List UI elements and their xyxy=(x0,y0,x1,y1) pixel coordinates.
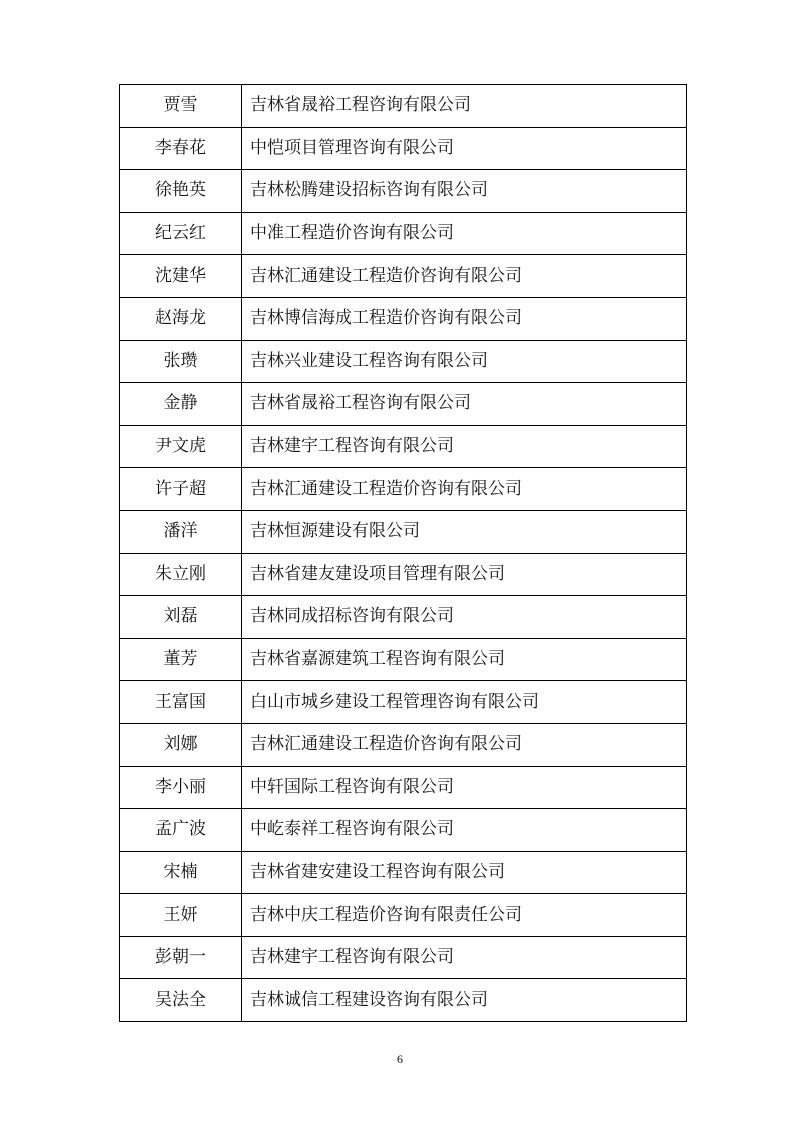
person-name: 许子超 xyxy=(120,468,242,511)
person-name: 王富国 xyxy=(120,681,242,724)
table-row xyxy=(120,681,687,724)
company-name: 吉林博信海成工程造价咨询有限公司 xyxy=(242,297,687,340)
table-row xyxy=(120,170,687,213)
company-name: 吉林省建安建设工程咨询有限公司 xyxy=(242,851,687,894)
table-row xyxy=(120,425,687,468)
roster-table xyxy=(119,84,687,1022)
table-row xyxy=(120,340,687,383)
table-row xyxy=(120,212,687,255)
table-row xyxy=(120,979,687,1022)
person-name: 宋楠 xyxy=(120,851,242,894)
person-name: 吴法全 xyxy=(120,979,242,1022)
table-row xyxy=(120,383,687,426)
person-name: 潘洋 xyxy=(120,510,242,553)
table-row xyxy=(120,85,687,128)
person-name: 赵海龙 xyxy=(120,297,242,340)
table-row xyxy=(120,936,687,979)
table-row xyxy=(120,766,687,809)
company-name: 吉林诚信工程建设咨询有限公司 xyxy=(242,979,687,1022)
person-name: 尹文虎 xyxy=(120,425,242,468)
company-name: 吉林松腾建设招标咨询有限公司 xyxy=(242,170,687,213)
company-name: 吉林恒源建设有限公司 xyxy=(242,510,687,553)
table-row xyxy=(120,638,687,681)
company-name: 吉林中庆工程造价咨询有限责任公司 xyxy=(242,894,687,937)
person-name: 徐艳英 xyxy=(120,170,242,213)
person-name: 朱立刚 xyxy=(120,553,242,596)
person-name: 王妍 xyxy=(120,894,242,937)
table-row xyxy=(120,809,687,852)
person-name: 纪云红 xyxy=(120,212,242,255)
company-name: 吉林同成招标咨询有限公司 xyxy=(242,596,687,639)
person-name: 孟广波 xyxy=(120,809,242,852)
company-name: 吉林省建友建设项目管理有限公司 xyxy=(242,553,687,596)
company-name: 吉林汇通建设工程造价咨询有限公司 xyxy=(242,255,687,298)
person-name: 沈建华 xyxy=(120,255,242,298)
table-row xyxy=(120,510,687,553)
company-name: 中准工程造价咨询有限公司 xyxy=(242,212,687,255)
company-name: 吉林汇通建设工程造价咨询有限公司 xyxy=(242,723,687,766)
person-name: 彭朝一 xyxy=(120,936,242,979)
company-name: 吉林汇通建设工程造价咨询有限公司 xyxy=(242,468,687,511)
table-row xyxy=(120,297,687,340)
table-row xyxy=(120,596,687,639)
table-row xyxy=(120,553,687,596)
person-name: 刘磊 xyxy=(120,596,242,639)
company-name: 吉林兴业建设工程咨询有限公司 xyxy=(242,340,687,383)
company-name: 吉林省嘉源建筑工程咨询有限公司 xyxy=(242,638,687,681)
table-row xyxy=(120,468,687,511)
company-name: 白山市城乡建设工程管理咨询有限公司 xyxy=(242,681,687,724)
person-name: 李春花 xyxy=(120,127,242,170)
company-name: 吉林省晟裕工程咨询有限公司 xyxy=(242,383,687,426)
table-row xyxy=(120,894,687,937)
person-name: 金静 xyxy=(120,383,242,426)
roster-body xyxy=(120,85,687,1022)
company-name: 中恺项目管理咨询有限公司 xyxy=(242,127,687,170)
table-row xyxy=(120,255,687,298)
company-name: 吉林省晟裕工程咨询有限公司 xyxy=(242,85,687,128)
page-number: 6 xyxy=(397,1052,403,1066)
table-row xyxy=(120,851,687,894)
company-name: 吉林建宇工程咨询有限公司 xyxy=(242,936,687,979)
person-name: 贾雪 xyxy=(120,85,242,128)
person-name: 董芳 xyxy=(120,638,242,681)
company-name: 中轩国际工程咨询有限公司 xyxy=(242,766,687,809)
person-name: 刘娜 xyxy=(120,723,242,766)
person-name: 李小丽 xyxy=(120,766,242,809)
table-row xyxy=(120,723,687,766)
company-name: 吉林建宇工程咨询有限公司 xyxy=(242,425,687,468)
company-name: 中屹泰祥工程咨询有限公司 xyxy=(242,809,687,852)
table-row xyxy=(120,127,687,170)
person-name: 张瓒 xyxy=(120,340,242,383)
